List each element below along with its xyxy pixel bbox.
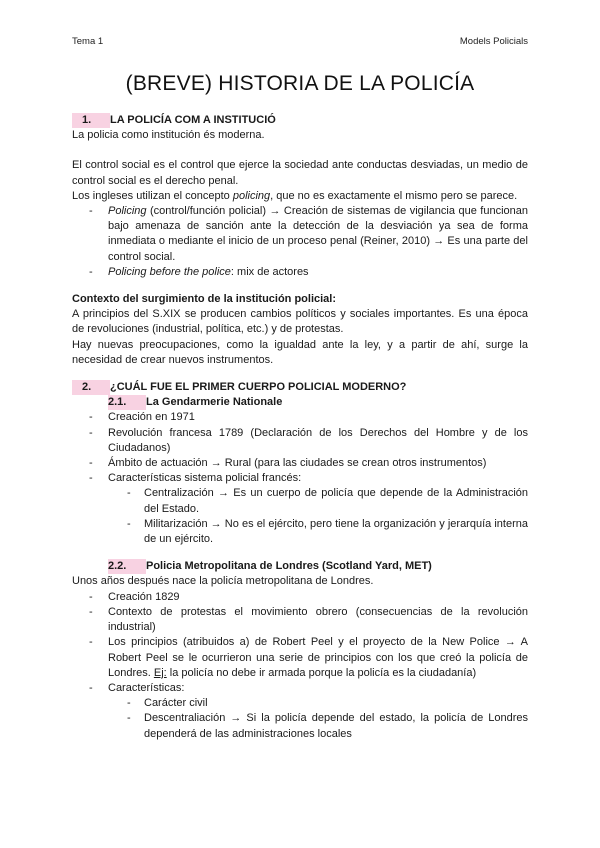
section-2-1-number: 2.1. (108, 395, 146, 410)
met-characteristics-list (72, 696, 528, 742)
list-item: - Carácter civil (72, 696, 528, 711)
section-2-1-title: La Gendarmerie Nationale (146, 396, 283, 409)
context-heading: Contexto del surgimiento de la institución policial: (72, 293, 337, 306)
list-item: - Creación en 1971 (72, 410, 528, 425)
section-2-2-title: Policia Metropolitana de Londres (Scotland Yard, MET) (146, 560, 432, 573)
list-item: - Policing before the police: mix de actores (72, 265, 528, 280)
paragraph: Hay nuevas preocupaciones, como la igualdad ante la ley, y a partir de ahí, surge la necesidad de crear nuevos instrumentos. (72, 338, 528, 366)
section-2-heading (72, 380, 528, 395)
list-item: - Creación 1829 (72, 590, 528, 605)
list-item: - Ámbito de actuación → Rural (para las ciudades se crean otros instrumentos) (72, 456, 528, 471)
list-item: - Contexto de protestas el movimiento obrero (consecuencias de la revolución industrial) (72, 605, 528, 635)
page-title: (BREVE) HISTORIA DE LA POLICÍA (125, 72, 475, 95)
header-course: Models Policials (459, 36, 528, 47)
list-item: - Centralización → Es un cuerpo de policía que depende de la Administración del Estado. (72, 486, 528, 516)
document-body (72, 113, 528, 742)
policing-list (72, 204, 528, 280)
list-item: - Características: (72, 681, 528, 696)
paragraph: Los ingleses utilizan el concepto policing, que no es exactamente el mismo pero se parece. (72, 189, 518, 202)
met-list (72, 590, 528, 696)
section-2-title: ¿CUÁL FUE EL PRIMER CUERPO POLICIAL MODERNO? (110, 381, 407, 394)
gendarmerie-list (72, 410, 528, 486)
term-policing: policing (232, 189, 271, 202)
list-item: - Los principios (atribuidos a) de Robert Peel y el proyecto de la New Police → A Robert Peel se le ocurrieron una serie de principios con los que creó la policía de Londres. Ej: la policía no debe ir armada porque la policía es la ciudadanía) (72, 635, 528, 681)
list-item: - Policing (control/función policial) → Creación de sistemas de vigilancia que funcionan bajo amenaza de sanción ante la detección de la desviación ya sea de forma inmediata o mediante el inicio de un proceso penal (Reiner, 2010) → Es una parte del control social. (72, 204, 528, 265)
section-2-number: 2. (72, 380, 110, 395)
section-2-2-heading (108, 559, 528, 574)
list-item: - Revolución francesa 1789 (Declaración de los Derechos del Hombre y de los Ciudadanos) (72, 426, 528, 456)
section-1-title: LA POLICÍA COM A INSTITUCIÓ (110, 114, 276, 126)
paragraph: A principios del S.XIX se producen cambios políticos y sociales importantes. Es una época de revoluciones (industrial, política, etc.) y de protestas. (72, 308, 528, 336)
french-system-list (72, 486, 528, 547)
example-label: Ej: (153, 666, 167, 679)
section-1-number: 1. (72, 113, 110, 128)
list-item: - Militarización → No es el ejército, pero tiene la organización y jerarquía interna de un ejército. (72, 517, 528, 547)
list-item: - Descentraliación → Si la policía depende del estado, la policía de Londres dependerá de las administraciones locales (72, 711, 528, 741)
list-item: - Características sistema policial francés: (72, 471, 528, 486)
section-1-heading (72, 113, 528, 128)
paragraph: Unos años después nace la policía metropolitana de Londres. (72, 575, 374, 588)
section-2-1-heading (108, 395, 528, 410)
paragraph: La policia como institución és moderna. (72, 129, 265, 142)
header-topic: Tema 1 (72, 36, 104, 47)
paragraph: El control social es el control que ejerce la sociedad ante conductas desviadas, un medio de control social es el derecho penal. (72, 159, 528, 187)
section-2-2-number: 2.2. (108, 559, 146, 574)
